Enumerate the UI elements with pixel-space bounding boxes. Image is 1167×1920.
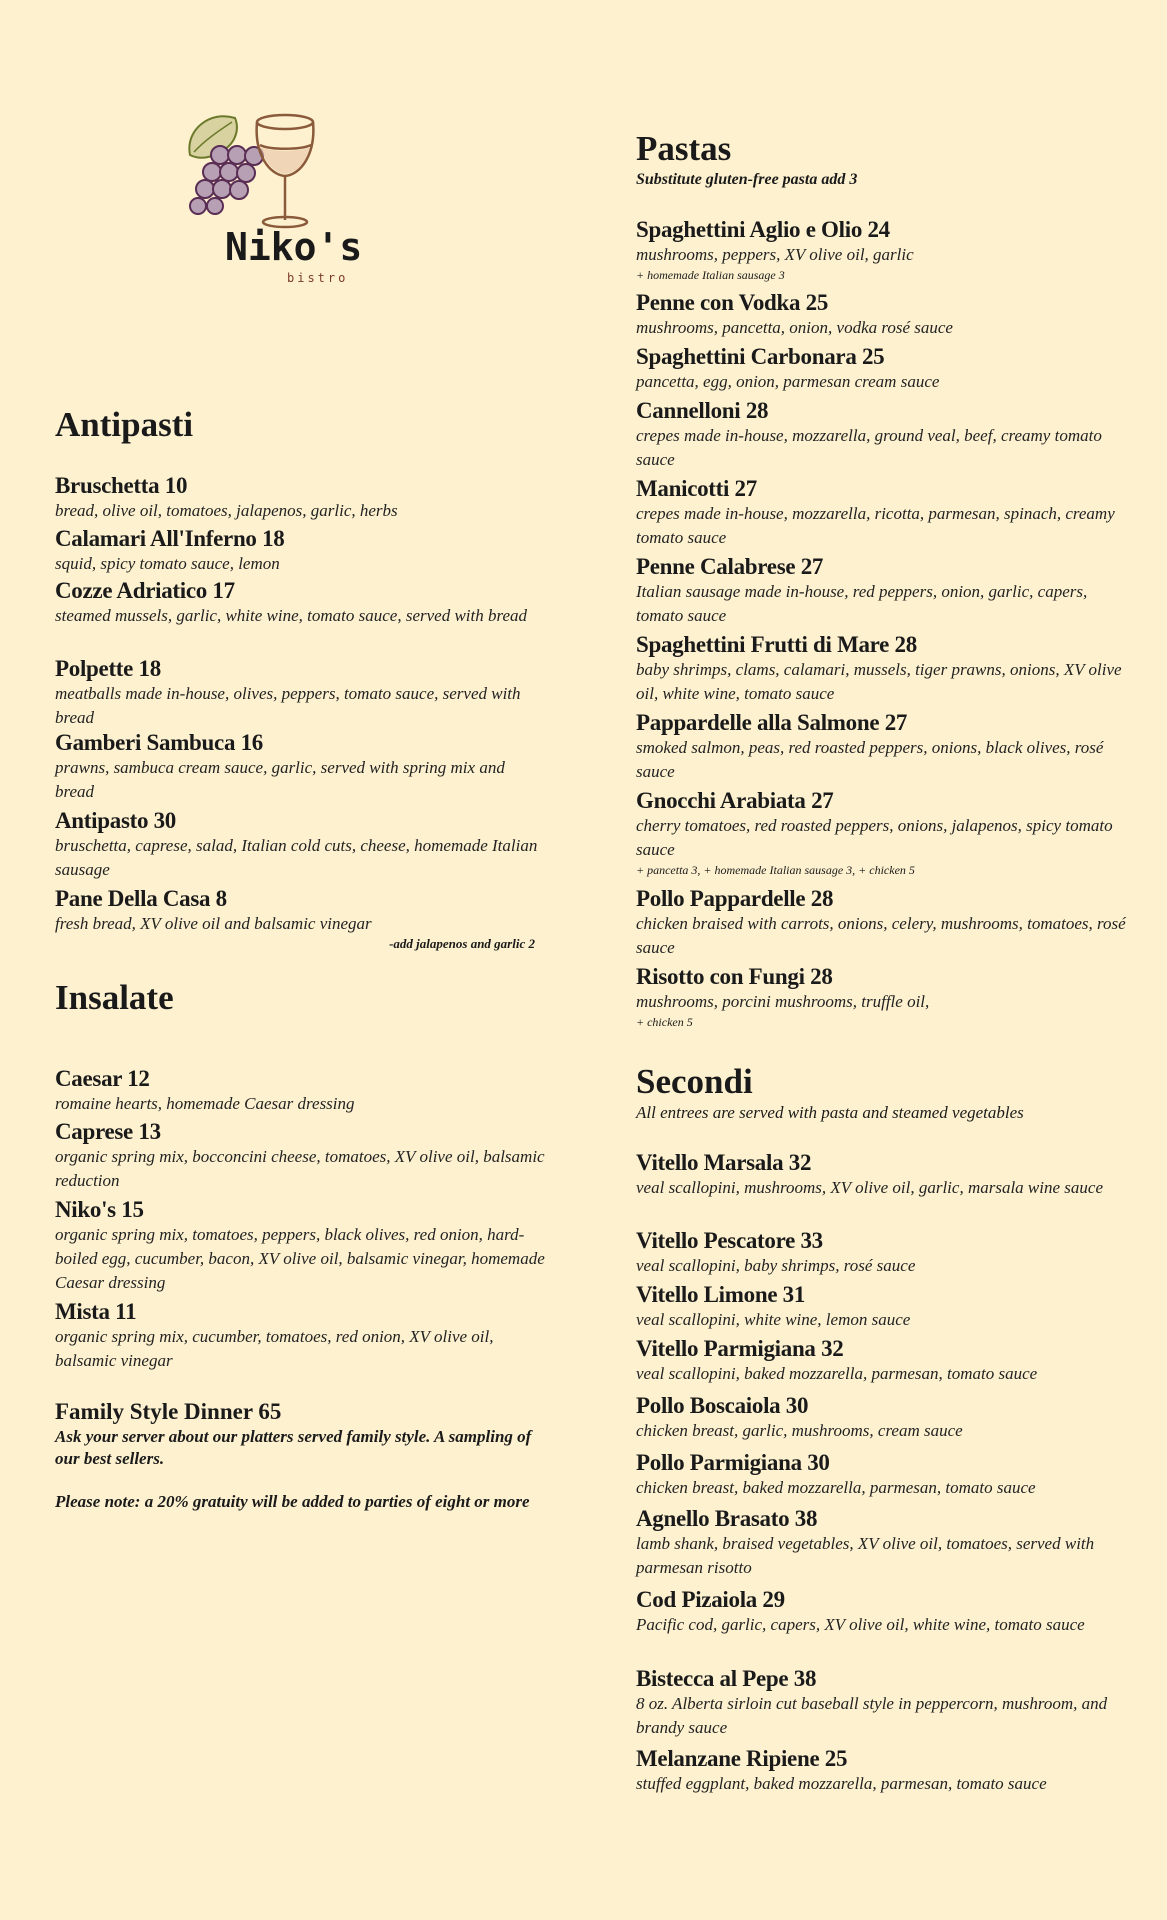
- item-desc: stuffed eggplant, baked mozzarella, parmesan, tomato sauce: [636, 1774, 1047, 1793]
- item-name: Spaghettini Aglio e Olio 24: [636, 217, 890, 242]
- item-name: Cod Pizaiola 29: [636, 1587, 785, 1612]
- secondi-title: Secondi: [636, 1062, 753, 1101]
- item-desc: bruschetta, caprese, salad, Italian cold cuts, cheese, homemade Italian sausage: [55, 836, 538, 879]
- item-desc: bread, olive oil, tomatoes, jalapenos, garlic, herbs: [55, 501, 398, 520]
- menu-item: [55, 655, 545, 730]
- item-name: Mista 11: [55, 1299, 137, 1324]
- family-style-section: [55, 1398, 535, 1513]
- item-desc: 8 oz. Alberta sirloin cut baseball style in peppercorn, mushroom, and brandy sauce: [636, 1694, 1108, 1737]
- item-extra: + homemade Italian sausage 3: [636, 268, 785, 282]
- menu-item: [55, 1298, 545, 1373]
- item-name: Agnello Brasato 38: [636, 1506, 818, 1531]
- menu-item: [636, 1586, 1136, 1637]
- menu-item: [636, 1665, 1136, 1740]
- menu-item: [636, 216, 1136, 283]
- item-name: Cannelloni 28: [636, 398, 769, 423]
- menu-item: [636, 1392, 1136, 1443]
- family-desc: Ask your server about our platters served family style. A sampling of our best sellers.: [55, 1427, 532, 1468]
- item-desc: chicken braised with carrots, onions, celery, mushrooms, tomatoes, rosé sauce: [636, 914, 1126, 957]
- item-name: Antipasto 30: [55, 808, 177, 833]
- item-name: Vitello Parmigiana 32: [636, 1336, 844, 1361]
- item-name: Gamberi Sambuca 16: [55, 730, 263, 755]
- menu-item: [55, 1118, 545, 1193]
- item-name: Spaghettini Frutti di Mare 28: [636, 632, 917, 657]
- item-name: Caprese 13: [55, 1119, 161, 1144]
- item-desc: Italian sausage made in-house, red peppers, onion, garlic, capers, tomato sauce: [636, 582, 1088, 625]
- menu-item: [636, 289, 1136, 340]
- item-name: Niko's 15: [55, 1197, 144, 1222]
- item-name: Vitello Limone 31: [636, 1282, 806, 1307]
- menu-item: [636, 709, 1136, 784]
- item-desc: squid, spicy tomato sauce, lemon: [55, 554, 280, 573]
- menu-item: [636, 1505, 1136, 1580]
- menu-item: [55, 729, 545, 804]
- menu-item: [636, 553, 1136, 628]
- menu-item: [55, 1196, 545, 1295]
- restaurant-logo: [180, 100, 360, 290]
- menu-item: [636, 631, 1136, 706]
- menu-item: [636, 475, 1136, 550]
- item-desc: chicken breast, baked mozzarella, parmesan, tomato sauce: [636, 1478, 1036, 1497]
- item-name: Calamari All'Inferno 18: [55, 526, 285, 551]
- item-desc: lamb shank, braised vegetables, XV olive oil, tomatoes, served with parmesan risotto: [636, 1534, 1095, 1577]
- item-desc: veal scallopini, baked mozzarella, parmesan, tomato sauce: [636, 1364, 1038, 1383]
- item-desc: chicken breast, garlic, mushrooms, cream sauce: [636, 1421, 963, 1440]
- item-name: Pollo Pappardelle 28: [636, 886, 834, 911]
- menu-item: [636, 343, 1136, 394]
- logo-name: Niko's: [225, 225, 360, 269]
- pastas-subtitle: Substitute gluten-free pasta add 3: [636, 171, 858, 188]
- item-desc: crepes made in-house, mozzarella, ground veal, beef, creamy tomato sauce: [636, 426, 1102, 469]
- item-name: Manicotti 27: [636, 476, 757, 501]
- item-extra: + pancetta 3, + homemade Italian sausage 3, + chicken 5: [636, 863, 915, 877]
- insalate-title: Insalate: [55, 978, 174, 1017]
- item-name: Pane Della Casa 8: [55, 886, 227, 911]
- item-desc: Pacific cod, garlic, capers, XV olive oil, white wine, tomato sauce: [636, 1615, 1085, 1634]
- menu-item: [55, 885, 545, 936]
- menu-item: [636, 1449, 1136, 1500]
- item-name: Melanzane Ripiene 25: [636, 1746, 848, 1771]
- item-name: Caesar 12: [55, 1066, 150, 1091]
- item-desc: crepes made in-house, mozzarella, ricotta, parmesan, spinach, creamy tomato sauce: [636, 504, 1115, 547]
- item-name: Pollo Boscaiola 30: [636, 1393, 809, 1418]
- menu-item: [636, 1281, 1136, 1332]
- item-desc: romaine hearts, homemade Caesar dressing: [55, 1094, 355, 1113]
- item-desc: prawns, sambuca cream sauce, garlic, served with spring mix and bread: [55, 758, 505, 801]
- item-desc: veal scallopini, baby shrimps, rosé sauce: [636, 1256, 916, 1275]
- item-name: Bistecca al Pepe 38: [636, 1666, 817, 1691]
- secondi-subtitle: All entrees are served with pasta and steamed vegetables: [636, 1103, 1024, 1122]
- item-desc: pancetta, egg, onion, parmesan cream sauce: [636, 372, 940, 391]
- menu-item: [636, 885, 1136, 960]
- item-desc: mushrooms, porcini mushrooms, truffle oil,: [636, 992, 930, 1011]
- menu-item: [55, 807, 545, 882]
- item-name: Risotto con Fungi 28: [636, 964, 833, 989]
- item-name: Cozze Adriatico 17: [55, 578, 235, 603]
- item-desc: mushrooms, pancetta, onion, vodka rosé sauce: [636, 318, 953, 337]
- item-extra: + chicken 5: [636, 1015, 693, 1029]
- item-name: Polpette 18: [55, 656, 161, 681]
- item-name: Pappardelle alla Salmone 27: [636, 710, 908, 735]
- item-name: Penne con Vodka 25: [636, 290, 829, 315]
- menu-item: [55, 1065, 545, 1116]
- item-desc: organic spring mix, cucumber, tomatoes, red onion, XV olive oil, balsamic vinegar: [55, 1327, 494, 1370]
- menu-item: [55, 472, 545, 523]
- menu-item: [636, 963, 1136, 1030]
- grape-wine-glass-icon: [180, 100, 360, 290]
- item-desc: organic spring mix, bocconcini cheese, tomatoes, XV olive oil, balsamic reduction: [55, 1147, 545, 1190]
- gratuity-note: Please note: a 20% gratuity will be added to parties of eight or more: [55, 1492, 530, 1511]
- menu-item: [636, 1149, 1136, 1200]
- menu-item: [636, 1227, 1136, 1278]
- menu-item: [636, 1745, 1136, 1796]
- menu-item: [636, 787, 1136, 878]
- item-desc: cherry tomatoes, red roasted peppers, onions, jalapenos, spicy tomato sauce: [636, 816, 1113, 859]
- item-name: Bruschetta 10: [55, 473, 188, 498]
- item-desc: fresh bread, XV olive oil and balsamic vinegar: [55, 914, 372, 933]
- antipasti-note: -add jalapenos and garlic 2: [389, 936, 535, 951]
- item-desc: organic spring mix, tomatoes, peppers, black olives, red onion, hard-boiled egg, cucumber, bacon, XV olive oil, balsamic vinegar, homemade Caesar dressing: [55, 1225, 545, 1292]
- item-desc: steamed mussels, garlic, white wine, tomato sauce, served with bread: [55, 606, 528, 625]
- menu-item: [55, 525, 545, 576]
- logo-sub: bistro: [287, 271, 349, 285]
- menu-item: [636, 397, 1136, 472]
- item-name: Gnocchi Arabiata 27: [636, 788, 834, 813]
- menu-item: [55, 577, 545, 628]
- item-name: Spaghettini Carbonara 25: [636, 344, 885, 369]
- family-name: Family Style Dinner 65: [55, 1399, 282, 1424]
- item-desc: veal scallopini, white wine, lemon sauce: [636, 1310, 911, 1329]
- antipasti-title: Antipasti: [55, 405, 194, 444]
- menu-item: [636, 1335, 1136, 1386]
- pastas-title: Pastas: [636, 129, 732, 168]
- item-desc: veal scallopini, mushrooms, XV olive oil, garlic, marsala wine sauce: [636, 1178, 1103, 1197]
- item-name: Vitello Pescatore 33: [636, 1228, 823, 1253]
- item-desc: baby shrimps, clams, calamari, mussels, tiger prawns, onions, XV olive oil, white wine, tomato sauce: [636, 660, 1122, 703]
- item-desc: smoked salmon, peas, red roasted peppers, onions, black olives, rosé sauce: [636, 738, 1104, 781]
- item-desc: mushrooms, peppers, XV olive oil, garlic: [636, 245, 914, 264]
- item-name: Pollo Parmigiana 30: [636, 1450, 830, 1475]
- item-name: Vitello Marsala 32: [636, 1150, 812, 1175]
- item-name: Penne Calabrese 27: [636, 554, 824, 579]
- item-desc: meatballs made in-house, olives, peppers, tomato sauce, served with bread: [55, 684, 521, 727]
